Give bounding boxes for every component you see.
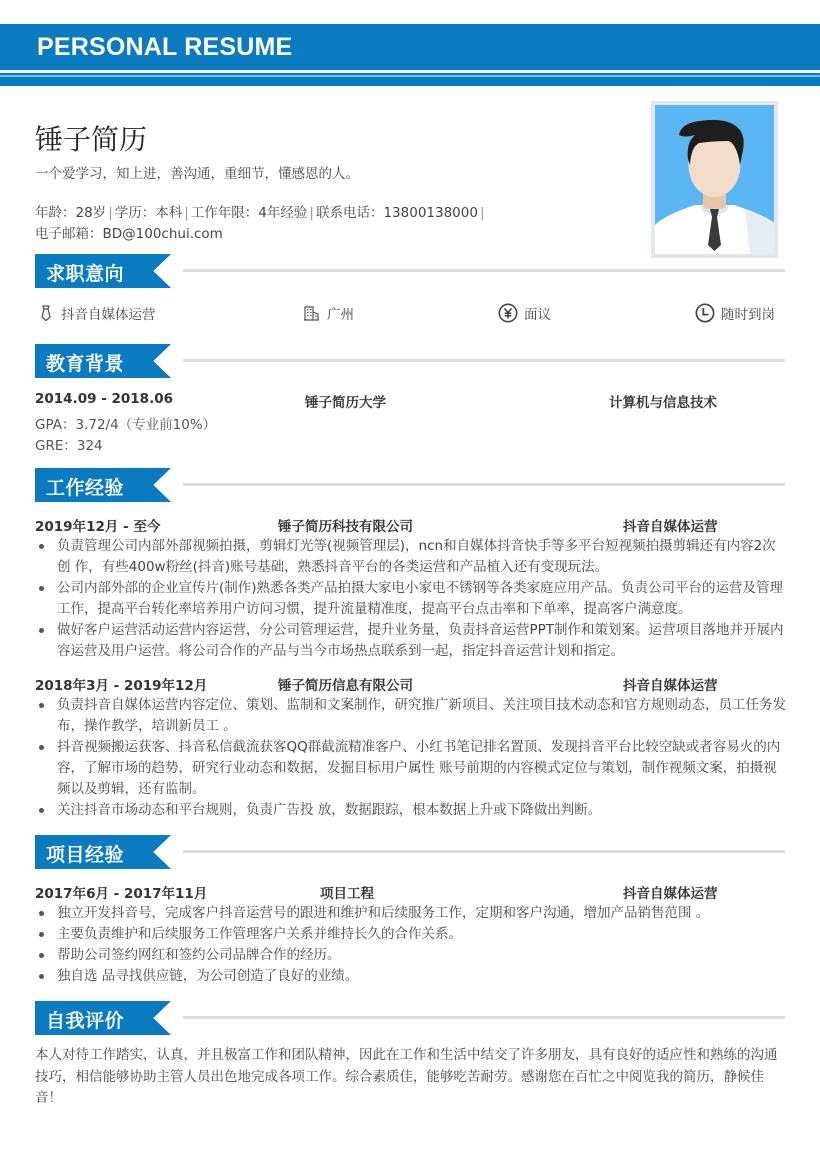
education-major: 计算机与信息技术: [609, 395, 717, 411]
yen-icon: [498, 303, 518, 323]
section-rule: [183, 269, 785, 272]
list-item: 独立开发抖音号，完成客户抖音运营号的跟进和维护和后续服务工作，定期和客户沟通，增加产品销售范围 。: [35, 903, 787, 924]
work-company: 锤子简历信息有限公司: [278, 678, 413, 694]
work-bullets: [35, 695, 787, 821]
candidate-name: 锤子简历: [35, 123, 148, 156]
section-rule: [183, 1016, 785, 1019]
list-item: 做好客户运营活动运营内容运营，分公司管理运营，提升业务量，负责抖音运营PPT制作和策划案。运营项目落地并开展内 容运营及用户运营。将公司合作的产品与当今市场热点联系到一起，指定抖音运营计划和指定。: [35, 620, 787, 662]
page-title: PERSONAL RESUME: [37, 33, 293, 61]
intent-salary: [498, 303, 551, 323]
work-bullets: [35, 536, 787, 662]
list-item: 公司内部外部的企业宣传片(制作)熟悉各类产品拍摄大家电小家电不锈钢等各类家庭应用产品。负责公司平台的运营及管理 工作，提高平台转化率培养用户访问习惯，提升流量精准度，提高平台点击率和下单率，提高客户满意度。: [35, 578, 787, 620]
section-title: 自我评价: [46, 1010, 125, 1032]
section-rule: [183, 850, 785, 853]
email: 电子邮箱：BD@100chui.com: [35, 226, 223, 242]
work-role: 抖音自媒体运营: [623, 519, 718, 535]
list-item: 独自选 品寻找供应链，为公司创造了良好的业绩。: [35, 966, 787, 987]
project-period: 2017年6月 - 2017年11月: [35, 886, 208, 902]
education-gpa: GPA：3.72/4（专业前10%）: [35, 417, 217, 433]
section-rule: [183, 483, 785, 486]
intent-position: [37, 303, 156, 323]
phone: 联系电话：13800138000: [315, 205, 478, 221]
list-item: 负责管理公司内部外部视频拍摄，剪辑灯光等(视频管理层)，ncn和自媒体抖音快手等多平台短视频拍摄剪辑还有内容2次创 作，有些400w粉丝(抖音)账号基础，熟悉抖音平台的各类运营和产品植入还有变现玩法。: [35, 536, 787, 578]
tie-icon: [37, 304, 55, 322]
list-item: 帮助公司签约网红和签约公司品牌合作的经历。: [35, 945, 787, 966]
basic-info: [35, 201, 487, 221]
education-period: 2014.09 - 2018.06: [35, 391, 173, 407]
separator: |: [479, 205, 485, 221]
education-school: 锤子简历大学: [305, 395, 386, 411]
section-project: [35, 835, 785, 869]
section-intent: [35, 254, 785, 288]
intent-row: [35, 303, 785, 325]
building-icon: [303, 304, 321, 322]
work-role: 抖音自媒体运营: [623, 678, 718, 694]
section-self-evaluation: [35, 1001, 785, 1035]
project-bullets: [35, 903, 787, 987]
avatar-man-icon: [655, 105, 774, 254]
list-item: 关注抖音市场动态和平台规则，负责广告投 放，数据跟踪，根本数据上升或下降做出判断。: [35, 800, 787, 821]
education-gre: GRE：324: [35, 438, 103, 454]
work-period: 2019年12月 - 至今: [35, 519, 161, 535]
project-role: 抖音自媒体运营: [623, 886, 718, 902]
separator: |: [108, 205, 113, 221]
header-band: [0, 24, 820, 86]
section-work: [35, 468, 785, 502]
list-item: 负责抖音自媒体运营内容定位、策划、监制和文案制作，研究推广新项目、关注项目技术动态和官方规则动态，员工任务发 布，操作教学，培训新员工 。: [35, 695, 787, 737]
project-header: [35, 882, 785, 902]
candidate-motto: 一个爱学习，知上进，善沟通，重细节，懂感恩的人。: [35, 166, 359, 182]
work-entry-header: [35, 515, 785, 535]
section-rule: [183, 359, 785, 362]
intent-availability-text: 随时到岗: [721, 307, 775, 323]
self-evaluation-text: 本人对待工作踏实，认真，并且极富工作和团队精神，因此在工作和生活中结交了许多朋友，具有良好的适应性和熟练的沟通技巧，相信能够协助主管人员出色地完成各项工作。综合素质佳，能够吃苦耐劳。感谢您在百忙之中阅览我的简历，静候佳音！: [35, 1047, 778, 1106]
section-education: [35, 344, 785, 378]
intent-city: [303, 303, 354, 323]
work-years: 工作年限：4年经验: [190, 205, 308, 221]
clock-icon: [695, 303, 715, 323]
work-entry-header: [35, 674, 785, 694]
work-company: 锤子简历科技有限公司: [278, 519, 413, 535]
education-row: [35, 391, 785, 411]
section-title: 求职意向: [46, 263, 125, 285]
intent-salary-text: 面议: [524, 307, 551, 323]
section-title: 教育背景: [46, 353, 125, 375]
project-name: 项目工程: [320, 886, 374, 902]
section-title: 项目经验: [46, 844, 125, 866]
intent-city-text: 广州: [327, 307, 354, 323]
list-item: 主要负责维护和后续服务工作管理客户关系并维持长久的合作关系。: [35, 924, 787, 945]
list-item: 抖音视频搬运获客、抖音私信截流获客QQ群截流精准客户、小红书笔记排名置顶、发现抖音平台比较空缺或者容易火的内 容，了解市场的趋势，研究行业动态和数据，发掘目标用户属性 账号前期的内容模式定位与策划，制作视频文案，拍摄视频以及剪辑，还有监制。: [35, 737, 787, 800]
separator: |: [184, 205, 189, 221]
header-stripe: [0, 75, 820, 77]
intent-position-text: 抖音自媒体运营: [61, 307, 156, 323]
separator: |: [309, 205, 314, 221]
avatar: [651, 101, 778, 258]
section-title: 工作经验: [46, 477, 125, 499]
education-level: 学历：本科: [114, 205, 183, 221]
work-period: 2018年3月 - 2019年12月: [35, 678, 208, 694]
intent-availability: [695, 303, 775, 323]
header-divider: [0, 70, 820, 73]
age: 年龄：28岁: [35, 205, 107, 221]
